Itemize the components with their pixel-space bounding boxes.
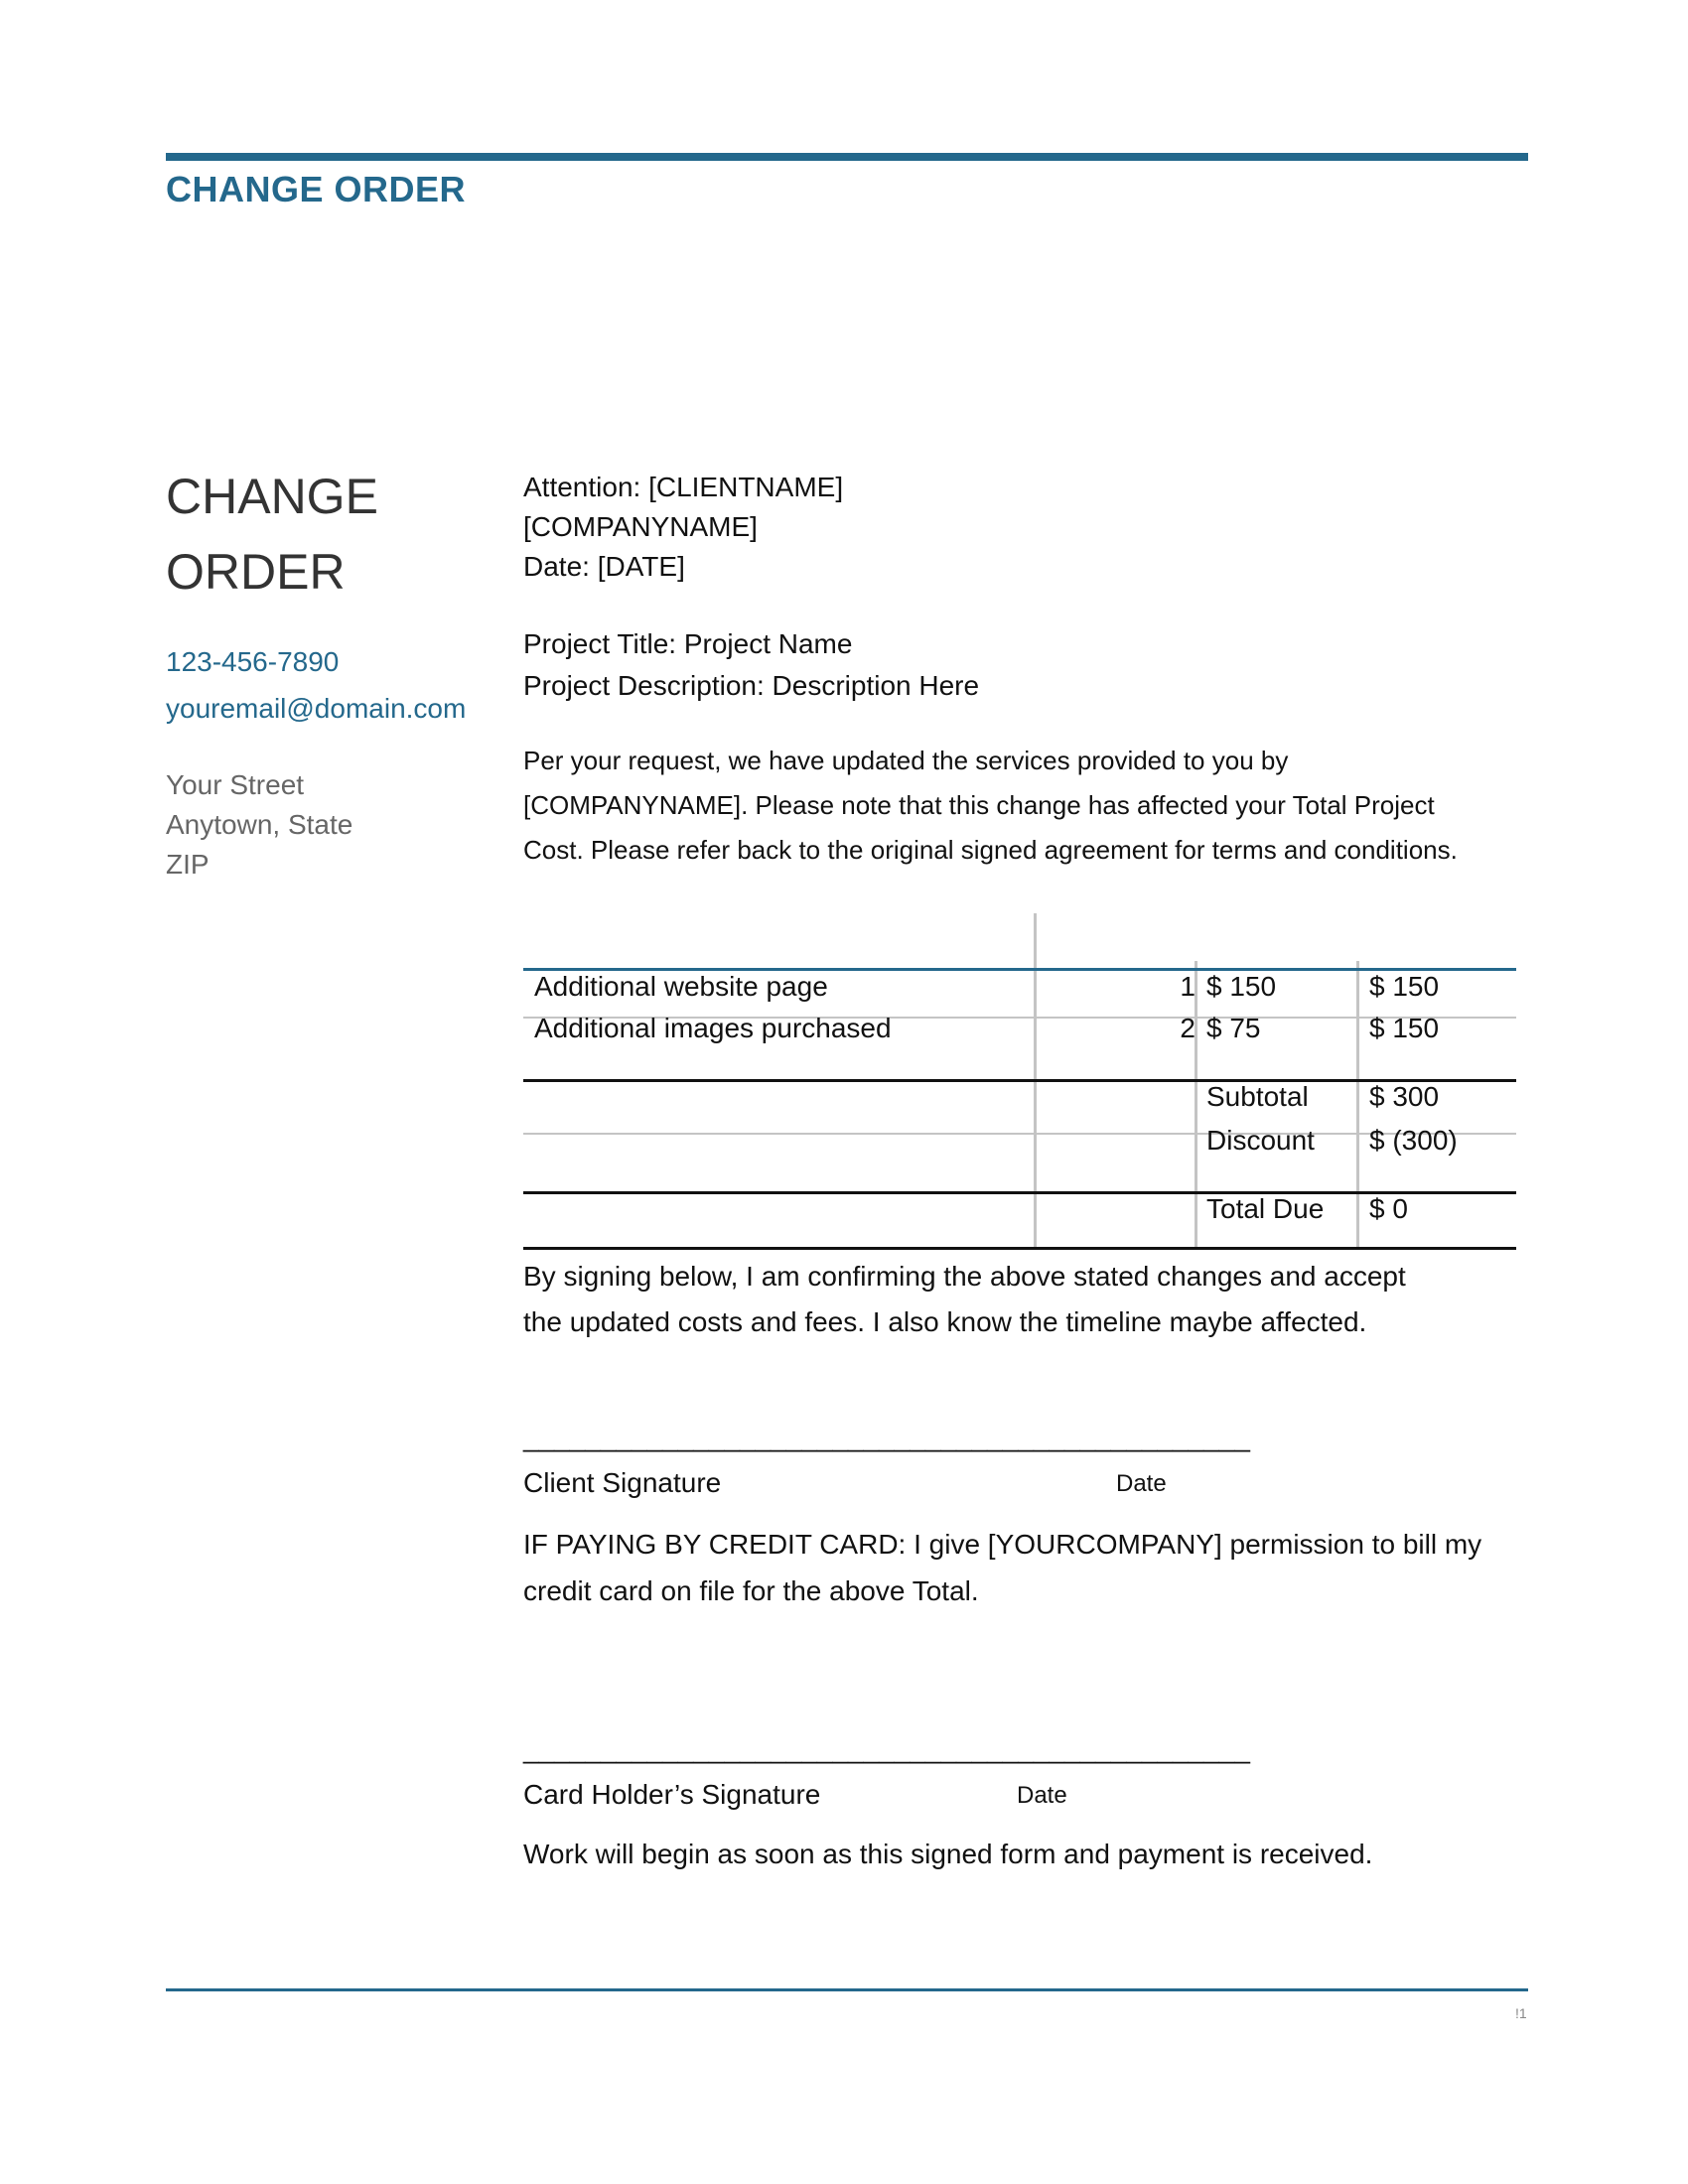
- header-title: CHANGE ORDER: [166, 169, 467, 209]
- row2-amount: $ 150: [1369, 1013, 1440, 1043]
- email-link[interactable]: youremail@domain.com: [166, 693, 467, 724]
- row2-unit-price: $ 75: [1206, 1013, 1261, 1043]
- phone-link[interactable]: 123-456-7890: [166, 646, 340, 677]
- confirm-line-1: By signing below, I am confirming the above stated changes and accept: [523, 1261, 1406, 1292]
- table-bottom-rule: [523, 1247, 1516, 1250]
- client-date-label: Date: [1116, 1470, 1167, 1497]
- discount-label: Discount: [1206, 1125, 1315, 1156]
- company-line: [COMPANYNAME]: [523, 511, 758, 542]
- discount-value: $ (300): [1369, 1125, 1458, 1156]
- row1-qty: 1: [1180, 971, 1196, 1002]
- cardholder-date-label: Date: [1017, 1782, 1067, 1809]
- subtotal-value: $ 300: [1369, 1081, 1440, 1112]
- client-signature-line: _______________________________________________: [523, 1422, 1250, 1452]
- table-col-rule-2: [1195, 961, 1197, 1247]
- address-zip: ZIP: [166, 849, 210, 880]
- intro-line-3: Cost. Please refer back to the original signed agreement for terms and conditions.: [523, 835, 1458, 865]
- sidebar-title-line1: CHANGE: [166, 469, 378, 524]
- row1-description: Additional website page: [534, 971, 828, 1002]
- address-street: Your Street: [166, 769, 305, 800]
- row2-description: Additional images purchased: [534, 1013, 892, 1043]
- date-line: Date: [DATE]: [523, 551, 685, 582]
- table-col-rule-3: [1356, 961, 1359, 1247]
- total-due-label: Total Due: [1206, 1193, 1325, 1224]
- project-title: Project Title: Project Name: [523, 628, 853, 659]
- page-number: !1: [1515, 2005, 1527, 2021]
- confirm-line-2: the updated costs and fees. I also know the timeline maybe affected.: [523, 1306, 1367, 1337]
- confirm-paragraph: [523, 1254, 1406, 1345]
- credit-line-1: IF PAYING BY CREDIT CARD: I give [YOURCOMPANY] permission to bill my: [523, 1529, 1482, 1560]
- credit-card-paragraph: [523, 1521, 1481, 1614]
- table-items-end-rule: [523, 1079, 1516, 1082]
- total-due-value: $ 0: [1369, 1193, 1408, 1224]
- cardholder-signature-label: Card Holder’s Signature: [523, 1779, 821, 1810]
- closing-statement: Work will begin as soon as this signed form and payment is received.: [523, 1839, 1373, 1869]
- client-signature-label: Client Signature: [523, 1467, 722, 1498]
- table-discount-end-rule: [523, 1191, 1516, 1194]
- intro-line-2: [COMPANYNAME]. Please note that this change has affected your Total Project: [523, 790, 1435, 820]
- attention-line: Attention: [CLIENTNAME]: [523, 472, 844, 502]
- header-rule: [166, 153, 1528, 161]
- address-block: [166, 765, 352, 885]
- intro-line-1: Per your request, we have updated the services provided to you by: [523, 746, 1289, 775]
- address-city-state: Anytown, State: [166, 809, 353, 840]
- intro-paragraph: [523, 739, 1458, 873]
- row1-amount: $ 150: [1369, 971, 1440, 1002]
- sidebar-title-line2: ORDER: [166, 544, 346, 600]
- row1-unit-price: $ 150: [1206, 971, 1277, 1002]
- sidebar-title: [166, 459, 378, 610]
- cardholder-signature-line: _______________________________________________: [523, 1733, 1250, 1764]
- credit-line-2: credit card on file for the above Total.: [523, 1575, 979, 1606]
- subtotal-label: Subtotal: [1206, 1081, 1309, 1112]
- footer-rule: [166, 1988, 1528, 1991]
- row2-qty: 2: [1180, 1013, 1196, 1043]
- table-subtotal-rule: [523, 1133, 1516, 1135]
- project-description: Project Description: Description Here: [523, 670, 980, 701]
